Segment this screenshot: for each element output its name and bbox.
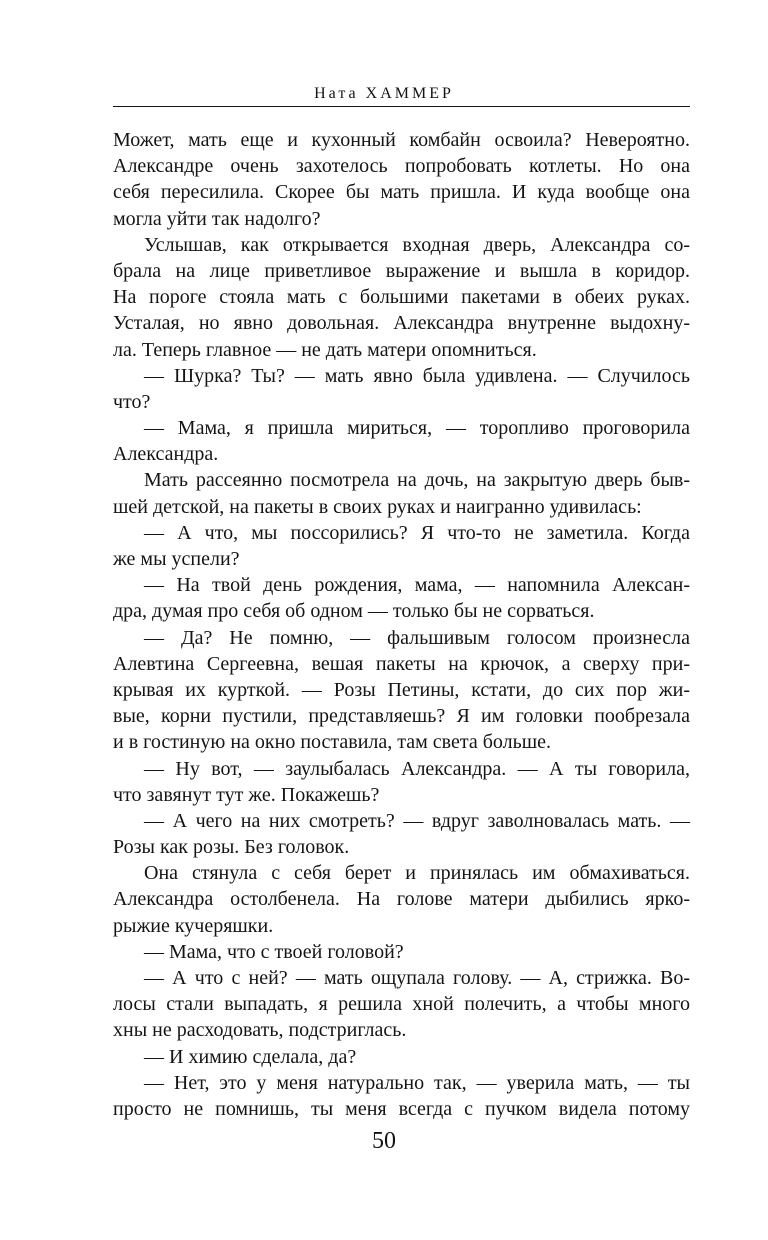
text-line: Александра остолбенела. На голове матери дыбились ярко- xyxy=(113,888,690,911)
running-head-title: Ната ХАММЕР xyxy=(314,85,454,102)
text-line: — Шурка? Ты? — мать явно была удивлена. — Случилось xyxy=(144,364,690,387)
text-line: — На твой день рождения, мама, — напомнила Алексан- xyxy=(144,574,690,597)
text-line: Александре очень захотелось попробовать котлеты. Но она xyxy=(113,155,690,178)
page-number: 50 xyxy=(372,1128,396,1154)
text-line: Алевтина Сергеевна, вешая пакеты на крючок, а сверху при- xyxy=(113,652,690,675)
text-line: хны не расходовать, подстриглась. xyxy=(113,1019,407,1042)
text-line: — Да? Не помню, — фальшивым голосом произнесла xyxy=(144,626,690,649)
text-line: шей детской, на пакеты в своих руках и наигранно удивилась: xyxy=(113,495,642,518)
text-line: лосы стали выпадать, я решила хной полечить, а чтобы много xyxy=(113,993,690,1016)
text-line: что? xyxy=(113,390,151,413)
text-line: же мы успели? xyxy=(113,548,240,570)
text-line: крывая их курткой. — Розы Петины, кстати, до сих пор жи- xyxy=(113,678,690,701)
page-text-body xyxy=(113,127,690,1122)
text-line: и в гостиную на окно поставила, там света больше. xyxy=(113,731,552,754)
text-line: вые, корни пустили, представляешь? Я им головки пообрезала xyxy=(113,705,690,728)
text-line: Александра. xyxy=(113,443,219,466)
text-line: Розы как розы. Без головок. xyxy=(113,836,350,859)
text-line: брала на лице приветливое выражение и вышла в коридор. xyxy=(113,259,690,282)
text-line: дра, думая про себя об одном — только бы не сорваться. xyxy=(113,600,595,623)
text-line: Услышав, как открывается входная дверь, Александра со- xyxy=(144,233,690,256)
text-line: На пороге стояла мать с большими пакетами в обеих руках. xyxy=(113,286,690,309)
header-rule xyxy=(113,106,690,107)
text-line: Усталая, но явно довольная. Александра внутренне выдохну- xyxy=(113,312,690,335)
text-line: — А что с ней? — мать ощупала голову. — А, стрижка. Во- xyxy=(144,967,690,989)
text-line: — А чего на них смотреть? — вдруг заволновалась мать. — xyxy=(144,809,690,832)
text-line: — Мама, я пришла мириться, — торопливо проговорила xyxy=(144,417,690,440)
text-line: Может, мать еще и кухонный комбайн освоила? Невероятно. xyxy=(113,129,690,151)
text-line: Она стянула с себя берет и принялась им обмахиваться. xyxy=(144,862,690,885)
text-line: Мать рассеянно посмотрела на дочь, на закрытую дверь быв- xyxy=(144,469,690,492)
text-line: рыжие кучеряшки. xyxy=(113,914,274,937)
text-line: себя пересилила. Скорее бы мать пришла. И куда вообще она xyxy=(113,181,690,204)
text-line: что завянут тут же. Покажешь? xyxy=(113,783,380,806)
text-line: — Мама, что с твоей головой? xyxy=(144,940,404,963)
text-line: — И химию сделала, да? xyxy=(144,1045,357,1068)
text-line: — А что, мы поссорились? Я что-то не заметила. Когда xyxy=(144,521,690,544)
text-line: ла. Теперь главное — не дать матери опомниться. xyxy=(113,338,537,361)
text-line: могла уйти так надолго? xyxy=(113,207,321,230)
text-line: — Ну вот, — заулыбалась Александра. — А ты говорила, xyxy=(144,757,690,780)
text-line: — Нет, это у меня натурально так, — уверила мать, — ты xyxy=(144,1071,690,1094)
text-line: просто не помнишь, ты меня всегда с пучком видела потому xyxy=(113,1097,690,1120)
